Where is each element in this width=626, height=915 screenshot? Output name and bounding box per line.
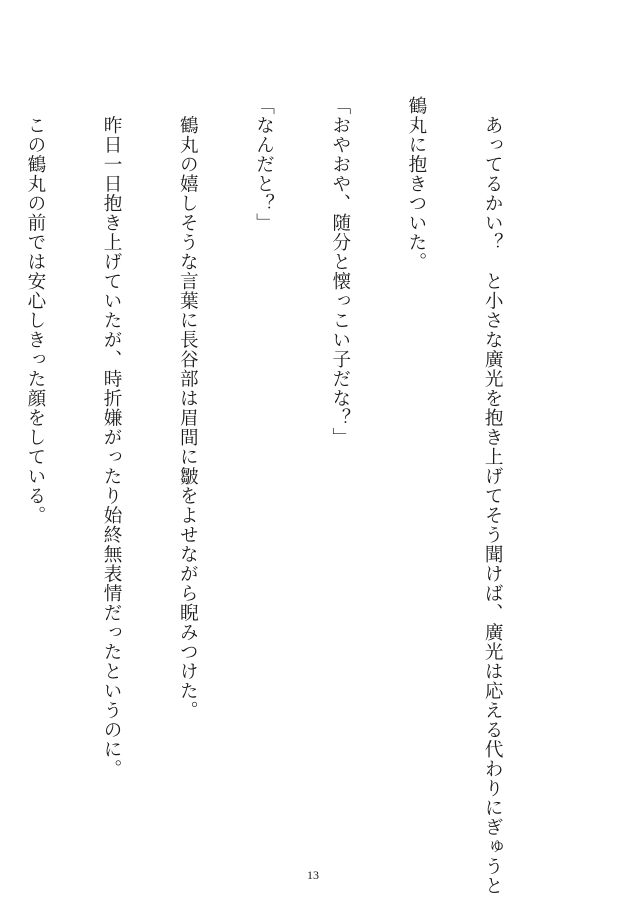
- text-line: 鶴丸に抱きついた。: [405, 96, 427, 272]
- text-line: 昨日一日抱き上げていたが、時折嫌がったり始終無表情だったというのに。: [101, 96, 123, 779]
- text-line: 「おやおや、随分と懐っこい子だな？」: [329, 96, 351, 447]
- text-line: この鶴丸の前では安心しきった顔をしている。: [24, 96, 46, 525]
- text-line: 鶴丸の嬉しそうな言葉に長谷部は眉間に皺をよせながら睨みつけた。: [177, 96, 199, 720]
- text-line: 「なんだと？」: [253, 96, 275, 233]
- text-line: あってるかい？ と小さな廣光を抱き上げてそう聞けば、廣光は応える代わりにぎゅうと: [482, 96, 504, 896]
- page-number: 13: [307, 868, 319, 882]
